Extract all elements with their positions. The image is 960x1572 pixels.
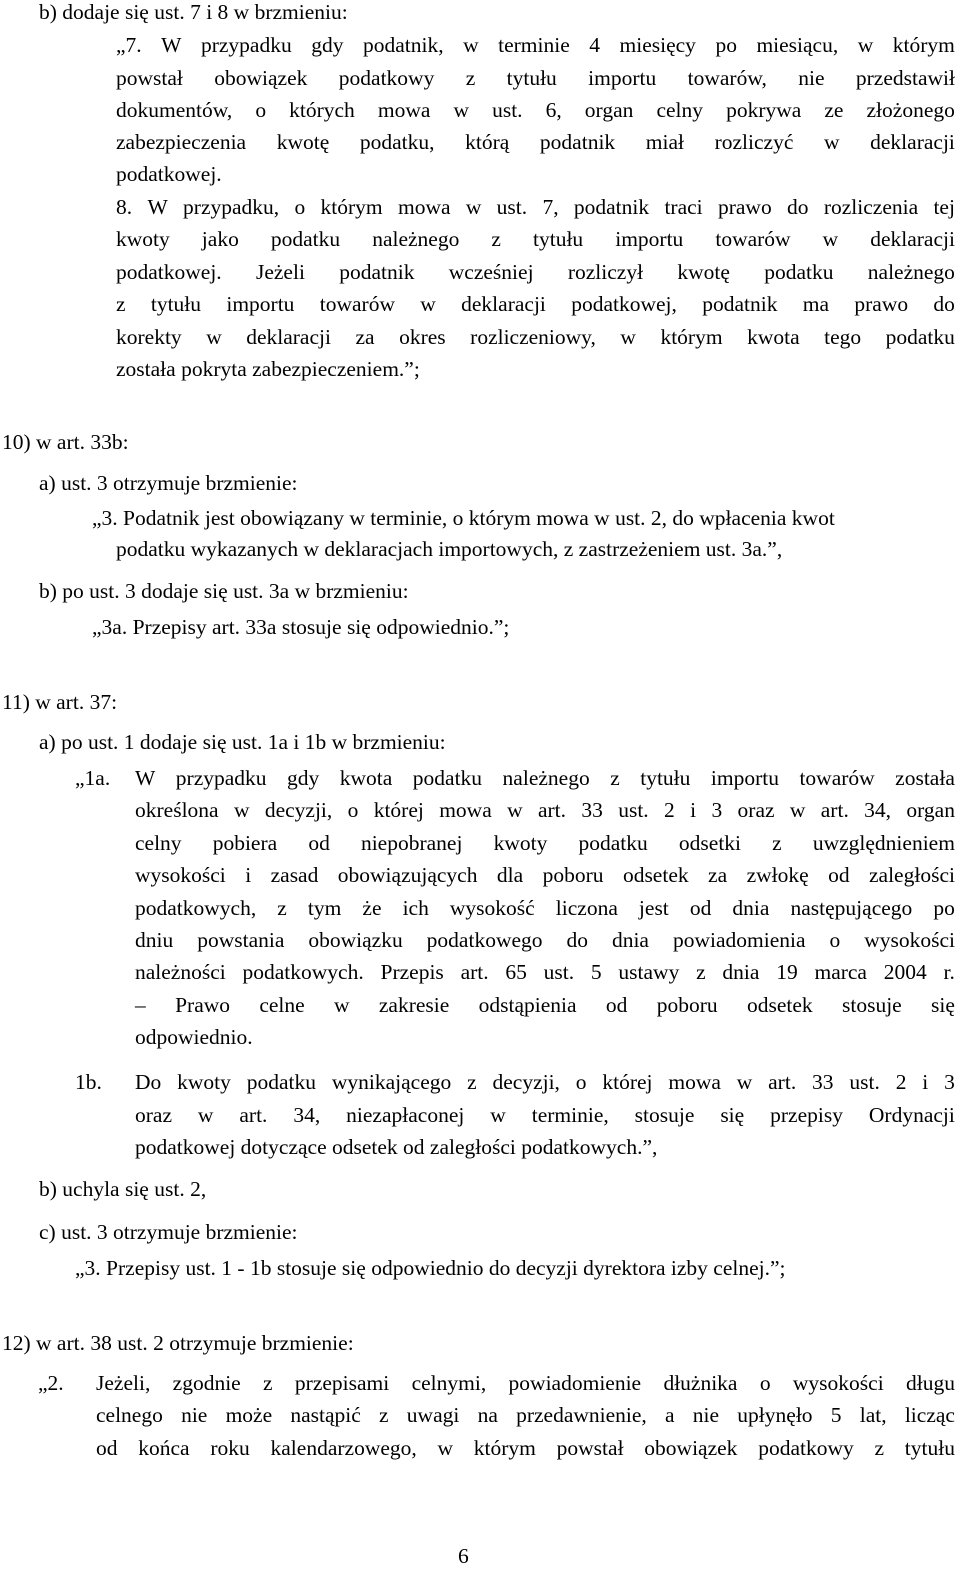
word: następującego [790, 896, 913, 920]
text-line [135, 898, 955, 920]
word: Prawo [175, 993, 231, 1017]
word: i [690, 798, 697, 822]
word: od [308, 831, 330, 855]
word: poboru [542, 863, 604, 887]
word: W [147, 195, 168, 219]
word: w [453, 98, 470, 122]
word: dnia [611, 928, 649, 952]
word: podatku [246, 1070, 316, 1094]
word: 2004 [883, 960, 927, 984]
word: od [96, 1436, 118, 1460]
word: tej [933, 195, 955, 219]
word: w [465, 195, 482, 219]
word: mowa [668, 1070, 721, 1094]
word: ust. [618, 798, 649, 822]
word: 19 [776, 960, 798, 984]
word: stosuje [841, 993, 902, 1017]
word: odsetki [678, 831, 742, 855]
word: jest [638, 896, 669, 920]
word: 5 [590, 960, 602, 984]
word: terminie [498, 33, 570, 57]
text-line [116, 229, 955, 251]
word: podatkowej. [116, 260, 222, 284]
word: od [828, 863, 850, 887]
word: z [696, 960, 706, 984]
word: podatkowy [758, 1436, 854, 1460]
word: przepisami [294, 1371, 390, 1395]
word: obowiązek [214, 66, 308, 90]
word: ust. [543, 960, 575, 984]
text-line [135, 833, 955, 855]
word: uwzględnieniem [812, 831, 955, 855]
word: przepisy [770, 1103, 843, 1127]
text-line [96, 1405, 955, 1427]
word: podatnik [702, 292, 778, 316]
word: wysokość [449, 896, 535, 920]
word: powiadomienie [508, 1371, 642, 1395]
word: art. [768, 1070, 797, 1094]
word: podatkowy [338, 66, 435, 90]
word: o [829, 928, 841, 952]
word: traci [664, 195, 703, 219]
word: towarów, [687, 66, 767, 90]
word: podatnik, [362, 33, 444, 57]
word: art. [460, 960, 489, 984]
word: o [255, 98, 267, 122]
word: mowa [397, 195, 451, 219]
word: odsetek [622, 863, 689, 887]
word: do [566, 928, 588, 952]
word: towarów [319, 292, 395, 316]
text-line [135, 1072, 955, 1094]
text-line: podatkowej. [116, 162, 222, 186]
subpoint-heading: a) po ust. 1 dodaje się ust. 1a i 1b w brzmieniu: [39, 730, 446, 754]
word: z [491, 227, 501, 251]
word: długu [906, 1371, 955, 1395]
text-line: odpowiednio. [135, 1025, 253, 1049]
word: obowiązku [308, 928, 403, 952]
text-line [116, 35, 955, 57]
word: terminie, [531, 1103, 609, 1127]
word: dnia [722, 960, 760, 984]
word: których [289, 98, 355, 122]
word: rozliczył [567, 260, 644, 284]
word: obowiązek [644, 1436, 738, 1460]
word: podatkowej, [571, 292, 677, 316]
word: po [715, 33, 737, 57]
word: nastąpić [290, 1403, 361, 1427]
text-line [135, 1105, 955, 1127]
word: a [665, 1403, 675, 1427]
word: importu [588, 66, 657, 90]
word: obowiązujących [337, 863, 478, 887]
word: w [857, 33, 874, 57]
text-line [116, 262, 955, 284]
word: ze [824, 98, 844, 122]
word: 4 [589, 33, 601, 57]
text-line [116, 100, 955, 122]
text-line [135, 995, 955, 1017]
word: kwoty [493, 831, 548, 855]
subpoint-heading: b) po ust. 3 dodaje się ust. 3a w brzmieniu: [39, 579, 409, 603]
word: z [772, 831, 782, 855]
word: podatkowych, [135, 896, 257, 920]
word: odstąpienia [478, 993, 577, 1017]
word: podatku [578, 831, 648, 855]
word: celnego [96, 1403, 163, 1427]
word: na [477, 1403, 498, 1427]
word: w [420, 292, 436, 316]
word: za [355, 325, 375, 349]
word: podatnik [573, 195, 650, 219]
word: kwota [339, 766, 393, 790]
word: której [602, 1070, 653, 1094]
word: miesięcy [619, 33, 696, 57]
word: należnego [502, 766, 590, 790]
word: uwagi [406, 1403, 460, 1427]
word: zasad [270, 863, 319, 887]
word: się [720, 1103, 745, 1127]
word: 5 [830, 1403, 842, 1427]
word: prawo [854, 292, 909, 316]
text-line [116, 197, 955, 219]
word: tytułu [904, 1436, 955, 1460]
text-line: podatku wykazanych w deklaracjach importowych, z zastrzeżeniem ust. 3a.”, [116, 537, 783, 561]
word: 33 [581, 798, 603, 822]
text-line: „3. Przepisy ust. 1 - 1b stosuje się odpowiednio do decyzji dyrektora izby celnej.”; [75, 1256, 786, 1280]
word: ich [402, 896, 429, 920]
word: w [197, 1103, 214, 1127]
word: kwotę [276, 130, 330, 154]
word: Do [135, 1070, 162, 1094]
word: Ordynacji [868, 1103, 955, 1127]
text-line: została pokryta zabezpieczeniem.”; [116, 357, 420, 381]
word: podatnik [539, 130, 616, 154]
word: roku [210, 1436, 250, 1460]
word: z [874, 1436, 885, 1460]
section-heading: 10) w art. 33b: [2, 430, 129, 454]
word: w [824, 130, 840, 154]
word: 7, [542, 195, 559, 219]
word: art. [537, 798, 567, 822]
word: tytułu [506, 66, 557, 90]
word: 65 [505, 960, 527, 984]
word: stosuje [634, 1103, 695, 1127]
word: że [362, 896, 382, 920]
word: w [736, 1070, 753, 1094]
word: gdy [287, 766, 320, 790]
word: tytułu [533, 227, 584, 251]
word: dniu [135, 928, 174, 952]
paragraph-marker: 1b. [75, 1070, 102, 1094]
word: importu [226, 292, 295, 316]
word: w [507, 798, 523, 822]
word: deklaracji [246, 325, 331, 349]
word: mowa [439, 798, 492, 822]
word: towarów [799, 766, 875, 790]
text-line [116, 68, 955, 90]
word: przypadku, [183, 195, 280, 219]
word: tytułu [640, 766, 691, 790]
word: rozliczyć [714, 130, 794, 154]
word: jako [201, 227, 239, 251]
word: zwłokę [746, 863, 809, 887]
text-line [135, 800, 955, 822]
word: o [294, 195, 306, 219]
word: wysokości [864, 928, 955, 952]
word: celnymi, [411, 1371, 487, 1395]
word: z [467, 1070, 477, 1094]
word: kwotę [677, 260, 730, 284]
word: nie [692, 1403, 720, 1427]
section-heading: 11) w art. 37: [2, 690, 118, 714]
word: przypadku [200, 33, 292, 57]
word: zakresie [378, 993, 450, 1017]
word: niezapłaconej [346, 1103, 465, 1127]
word: przedawnienie, [516, 1403, 647, 1427]
word: Przepis [380, 960, 444, 984]
word: 34, [293, 1103, 321, 1127]
word: podatku [885, 325, 955, 349]
text-line [135, 930, 955, 952]
word: przedstawił [855, 66, 955, 90]
word: W [135, 766, 156, 790]
word: określona [135, 798, 219, 822]
word: należnego [867, 260, 955, 284]
word: od [605, 993, 628, 1017]
word: w [490, 1103, 506, 1127]
word: 33 [812, 1070, 834, 1094]
word: z [465, 66, 476, 90]
word: została [895, 766, 955, 790]
word: którym [473, 1436, 536, 1460]
word: z [379, 1403, 389, 1427]
word: – [135, 993, 146, 1017]
word: celne [259, 993, 305, 1017]
word: dla [496, 863, 524, 887]
word: podatkowego [426, 928, 543, 952]
word: złożonego [866, 98, 955, 122]
word: deklaracji [870, 130, 955, 154]
word: którym [320, 195, 383, 219]
word: celny [135, 831, 182, 855]
word: z [263, 1371, 273, 1395]
word: okres [399, 325, 446, 349]
word: deklaracji [870, 227, 955, 251]
word: W [161, 33, 182, 57]
word: podatku, [359, 130, 435, 154]
word: kwoty [177, 1070, 231, 1094]
text-line: b) dodaje się ust. 7 i 8 w brzmieniu: [39, 0, 348, 24]
word: o [575, 1070, 587, 1094]
word: 2 [664, 798, 675, 822]
word: prawo [717, 195, 772, 219]
word: należnego [372, 227, 460, 251]
word: w [822, 227, 839, 251]
word: z [277, 896, 287, 920]
word: za [708, 863, 728, 887]
word: Jeżeli, [96, 1371, 151, 1395]
word: upłynęło [737, 1403, 813, 1427]
word: powstania [197, 928, 285, 952]
word: końca [138, 1436, 190, 1460]
word: gdy [311, 33, 344, 57]
word: dokumentów, [116, 98, 233, 122]
word: w [463, 33, 479, 57]
word: oraz [135, 1103, 172, 1127]
word: dłużnika [663, 1371, 738, 1395]
word: miesiącu, [756, 33, 839, 57]
word: 2 [895, 1070, 907, 1094]
word: ust. [496, 195, 528, 219]
word: którą [465, 130, 510, 154]
text-line [135, 865, 955, 887]
word: tym [307, 896, 342, 920]
word: art. [820, 798, 849, 822]
word: zgodnie [172, 1371, 241, 1395]
word: 6, [545, 98, 562, 122]
word: organ [584, 98, 634, 122]
subpoint-heading: a) ust. 3 otrzymuje brzmienie: [39, 471, 298, 495]
page-number: 6 [458, 1544, 469, 1568]
word: o [347, 798, 359, 822]
word: w [437, 1436, 454, 1460]
word: kalendarzowego, [270, 1436, 417, 1460]
text-line [96, 1373, 955, 1395]
text-line: „3. Podatnik jest obowiązany w terminie, o którym mowa w ust. 2, do wpłacenia kwot [92, 506, 835, 530]
text-line [116, 294, 955, 316]
word: podatnik [339, 260, 415, 284]
word: w [334, 993, 350, 1017]
word: tytułu [150, 292, 202, 316]
word: pobiera [212, 831, 278, 855]
text-line [135, 962, 955, 984]
word: ust. [849, 1070, 880, 1094]
word: marca [814, 960, 867, 984]
word: wysokości [792, 1371, 884, 1395]
word: nie [798, 66, 825, 90]
word: „7. [116, 33, 142, 57]
subpoint-heading: c) ust. 3 otrzymuje brzmienie: [39, 1220, 298, 1244]
word: 3 [711, 798, 723, 822]
word: oraz [737, 798, 775, 822]
word: art. [239, 1103, 268, 1127]
word: pokrywa [726, 98, 802, 122]
word: lat, [859, 1403, 887, 1427]
word: od [689, 896, 712, 920]
word: korekty [116, 325, 182, 349]
word: rozliczeniowy, [470, 325, 596, 349]
word: ust. [492, 98, 523, 122]
word: z [116, 292, 126, 316]
word: której [373, 798, 424, 822]
word: decyzji, [264, 798, 333, 822]
word: organ [906, 798, 955, 822]
paragraph-marker: „2. [38, 1371, 64, 1395]
word: nie [181, 1403, 208, 1427]
word: wysokości [135, 863, 226, 887]
word: 3 [944, 1070, 955, 1094]
word: deklaracji [461, 292, 546, 316]
text-line [135, 768, 955, 790]
text-line: „3a. Przepisy art. 33a stosuje się odpowiednio.”; [92, 615, 510, 639]
word: w [206, 325, 222, 349]
word: poboru [656, 993, 718, 1017]
word: licząc [904, 1403, 955, 1427]
word: ma [802, 292, 830, 316]
word: mowa [377, 98, 431, 122]
word: wcześniej [448, 260, 534, 284]
text-line [116, 132, 955, 154]
word: niepobranej [360, 831, 463, 855]
word: kwoty [116, 227, 170, 251]
word: którym [892, 33, 955, 57]
word: podatku [412, 766, 483, 790]
word: należności [135, 960, 226, 984]
text-line: podatkowej dotyczące odsetek od zaległości podatkowych.”, [135, 1135, 658, 1159]
word: po [933, 896, 955, 920]
word: się [931, 993, 955, 1017]
word: do [933, 292, 955, 316]
word: 8. [116, 195, 133, 219]
text-line [116, 327, 955, 349]
word: rozliczenia [823, 195, 919, 219]
word: przypadku [175, 766, 267, 790]
word: tego [824, 325, 862, 349]
section-heading: 12) w art. 38 ust. 2 otrzymuje brzmienie: [2, 1331, 354, 1355]
word: z [610, 766, 620, 790]
subpoint-heading: b) uchyla się ust. 2, [39, 1177, 207, 1201]
word: odsetek [746, 993, 813, 1017]
word: ustawy [618, 960, 680, 984]
word: dnia [732, 896, 770, 920]
word: o [759, 1371, 771, 1395]
word: importu [710, 766, 779, 790]
word: powstał [556, 1436, 624, 1460]
word: i [245, 863, 252, 887]
word: w [620, 325, 636, 349]
word: decyzji, [492, 1070, 560, 1094]
word: podatku [764, 260, 834, 284]
paragraph-marker: „1a. [75, 766, 111, 790]
word: kwota [747, 325, 800, 349]
word: w [233, 798, 250, 822]
word: 34, [864, 798, 892, 822]
word: Jeżeli [255, 260, 305, 284]
word: zaległości [869, 863, 955, 887]
word: wynikającego [331, 1070, 452, 1094]
word: powstał [116, 66, 183, 90]
word: i [922, 1070, 929, 1094]
text-line [96, 1438, 955, 1460]
word: może [225, 1403, 273, 1427]
word: powiadomienia [672, 928, 806, 952]
word: do [787, 195, 809, 219]
word: którym [660, 325, 723, 349]
word: towarów [715, 227, 791, 251]
word: celny [656, 98, 703, 122]
word: miał [645, 130, 684, 154]
word: importu [615, 227, 684, 251]
word: podatku [270, 227, 341, 251]
word: r. [943, 960, 955, 984]
word: liczona [555, 896, 618, 920]
word: zabezpieczenia [116, 130, 247, 154]
word: w [789, 798, 806, 822]
word: podatkowych. [242, 960, 364, 984]
